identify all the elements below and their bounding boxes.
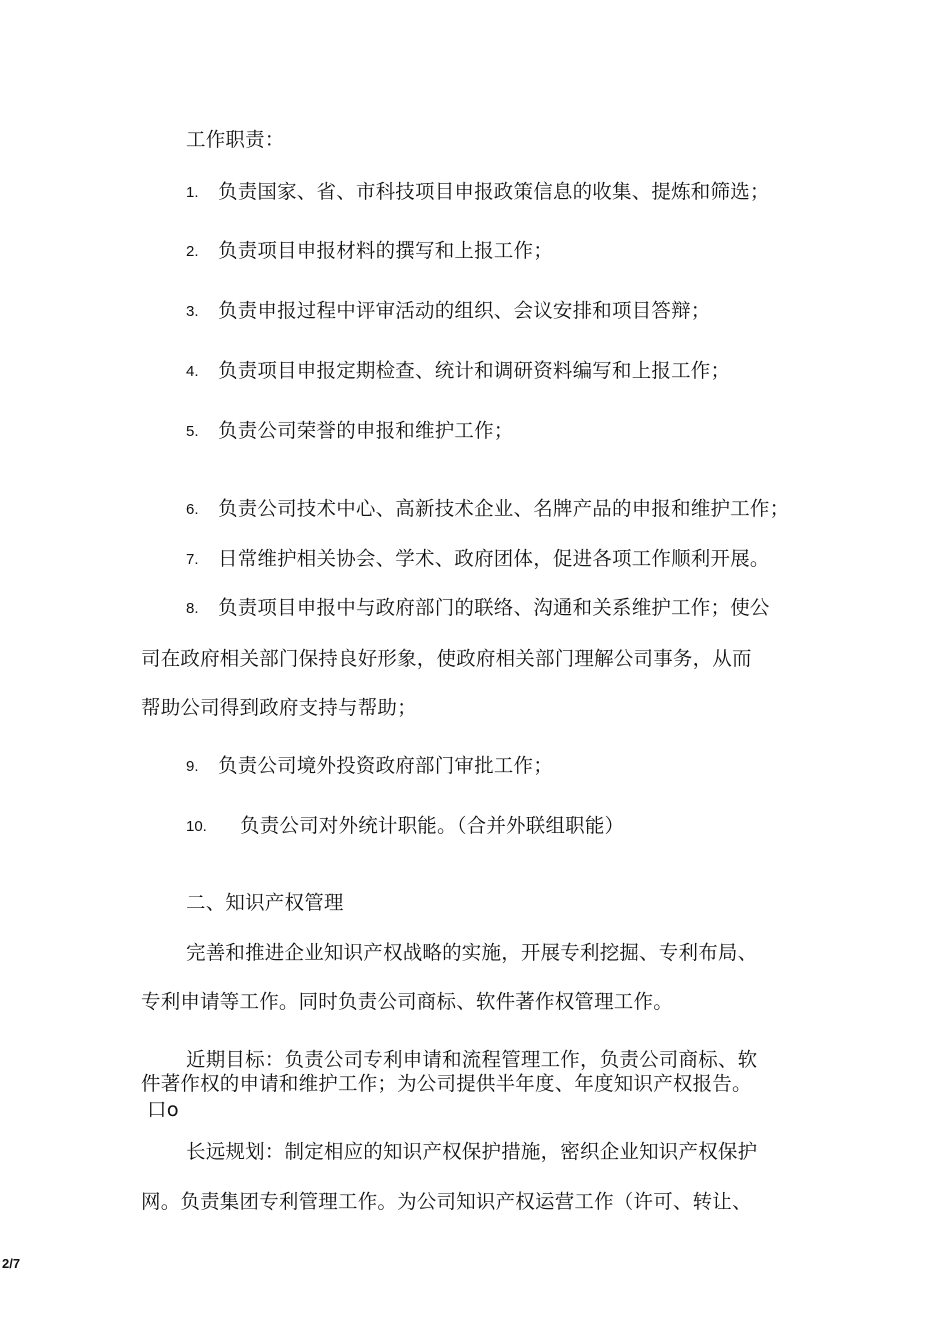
section-title: 二、知识产权管理 xyxy=(186,891,344,914)
duty-8-continuation: 司在政府相关部门保持良好形象，使政府相关部门理解公司事务，从而 xyxy=(141,647,752,670)
long-term-plan-line: 长远规划：制定相应的知识产权保护措施，密织企业知识产权保护 xyxy=(186,1140,758,1163)
duty-number: 5. xyxy=(186,423,199,440)
long-term-plan-line: 网。负责集团专利管理工作。为公司知识产权运营工作（许可、转让、 xyxy=(141,1190,752,1213)
duty-text: 负责公司境外投资政府部门审批工作； xyxy=(218,754,553,777)
duty-text: 日常维护相关协会、学术、政府团体，促进各项工作顺利开展。 xyxy=(218,547,770,570)
duty-text: 负责项目申报材料的撰写和上报工作； xyxy=(218,239,553,262)
duty-number: 6. xyxy=(186,501,199,518)
near-term-goal-line: 近期目标：负责公司专利申请和流程管理工作，负责公司商标、软 xyxy=(186,1048,758,1071)
near-term-goal-line: 件著作权的申请和维护工作；为公司提供半年度、年度知识产权报告。 xyxy=(141,1072,752,1095)
duty-text: 负责国家、省、市科技项目申报政策信息的收集、提炼和筛选； xyxy=(218,180,770,203)
duty-text: 负责公司对外统计职能。（合并外联组职能） xyxy=(240,814,625,837)
near-term-goal-line: 口o xyxy=(147,1098,179,1121)
duty-text: 负责公司技术中心、高新技术企业、名牌产品的申报和维护工作； xyxy=(218,497,790,520)
page-number: 2/7 xyxy=(2,1256,21,1271)
duty-8-continuation: 帮助公司得到政府支持与帮助； xyxy=(141,696,417,719)
duties-heading: 工作职责： xyxy=(186,128,285,151)
section-intro-line: 完善和推进企业知识产权战略的实施，开展专利挖掘、专利布局、 xyxy=(186,941,758,964)
duty-number: 8. xyxy=(186,600,199,617)
duty-number: 4. xyxy=(186,363,199,380)
section-intro-line: 专利申请等工作。同时负责公司商标、软件著作权管理工作。 xyxy=(141,990,673,1013)
duty-number: 9. xyxy=(186,758,199,775)
duty-number: 3. xyxy=(186,303,199,320)
duty-text: 负责申报过程中评审活动的组织、会议安排和项目答辩； xyxy=(218,299,711,322)
duty-text: 负责项目申报中与政府部门的联络、沟通和关系维护工作；使公 xyxy=(218,596,770,619)
duty-number: 7. xyxy=(186,551,199,568)
duty-text: 负责项目申报定期检查、统计和调研资料编写和上报工作； xyxy=(218,359,731,382)
duty-text: 负责公司荣誉的申报和维护工作； xyxy=(218,419,514,442)
duty-number: 1. xyxy=(186,184,199,201)
duty-number: 2. xyxy=(186,243,199,260)
duty-number: 10. xyxy=(186,818,207,835)
